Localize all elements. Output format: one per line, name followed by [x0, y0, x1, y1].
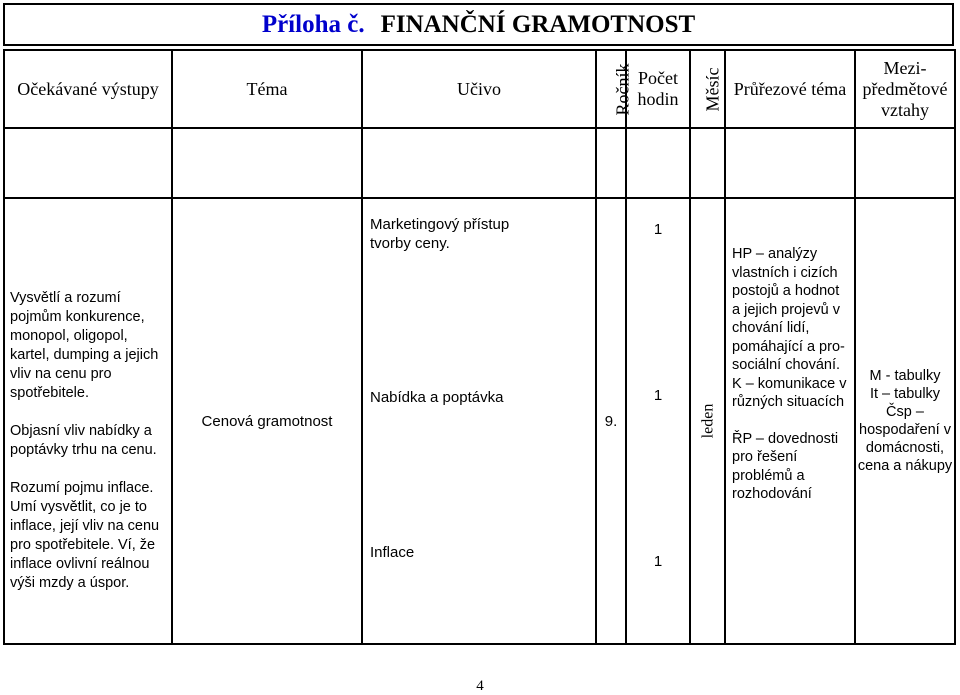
- hours-value: 1: [653, 387, 663, 404]
- outcome-item: Rozumí pojmu inflace. Umí vysvětlit, co je to inflace, její vliv na cenu pro spotřebitele. Ví, že inflace ovlivní reálnou výši mzdy a úspor.: [10, 480, 160, 591]
- header-outcomes: Očekávané výstupy: [4, 50, 172, 128]
- header-topic: Téma: [172, 50, 362, 128]
- outcome-item: Objasní vliv nabídky a poptávky trhu na cenu.: [10, 423, 157, 458]
- cross-topic-item: HP – analýzy vlastních i cizích postojů a hodnot a jejich projevů v chování lidí, pomáhající a pro-sociální chování. K – komunikace v různých situacích: [732, 246, 847, 410]
- inter-subject-item: It – tabulky: [869, 386, 941, 402]
- month-value: leden: [699, 403, 717, 439]
- hours-cell: [626, 198, 690, 644]
- cross-topic-cell: [725, 198, 855, 644]
- header-row: [4, 50, 955, 128]
- title-main: FINANČNÍ GRAMOTNOST: [380, 10, 696, 38]
- cross-topic-item: ŘP – dovednosti pro řešení problémů a rozhodování: [732, 430, 839, 502]
- header-cross-topic: Průřezové téma: [725, 50, 855, 128]
- header-month: Měsíc: [690, 50, 725, 128]
- hours-value: 1: [653, 221, 663, 238]
- inter-subject-item: Čsp – hospodaření v domácnosti, cena a nákupy: [857, 404, 953, 474]
- topic-cell: Cenová gramotnost: [172, 198, 362, 644]
- outcome-item: Vysvětlí a rozumí pojmům konkurence, monopol, oligopol, kartel, dumping a jejich vliv na cenu pro spotřebitele.: [10, 290, 159, 401]
- document-title: [3, 3, 954, 46]
- title-prefix: Příloha č.: [261, 10, 365, 38]
- spacer-row: [4, 128, 955, 198]
- hours-value: 1: [653, 553, 663, 570]
- curriculum-table: [3, 49, 956, 645]
- header-inter-subject: Mezi- předmětové vztahy: [855, 50, 955, 128]
- header-curriculum: Učivo: [362, 50, 596, 128]
- curriculum-item: Nabídka a poptávka: [370, 389, 504, 406]
- header-grade: Ročník: [596, 50, 626, 128]
- inter-subject-item: M - tabulky: [869, 368, 941, 384]
- curriculum-cell: [362, 198, 596, 644]
- grade-cell: 9.: [596, 198, 626, 644]
- outcomes-cell: [4, 198, 172, 644]
- content-row: [4, 198, 955, 644]
- curriculum-item: Inflace: [370, 544, 415, 561]
- curriculum-item: Marketingový přístup tvorby ceny.: [370, 216, 510, 252]
- month-cell: [690, 198, 725, 644]
- header-hours: Počet hodin: [626, 50, 690, 128]
- page-number: 4: [476, 678, 484, 694]
- inter-subject-cell: [855, 198, 955, 644]
